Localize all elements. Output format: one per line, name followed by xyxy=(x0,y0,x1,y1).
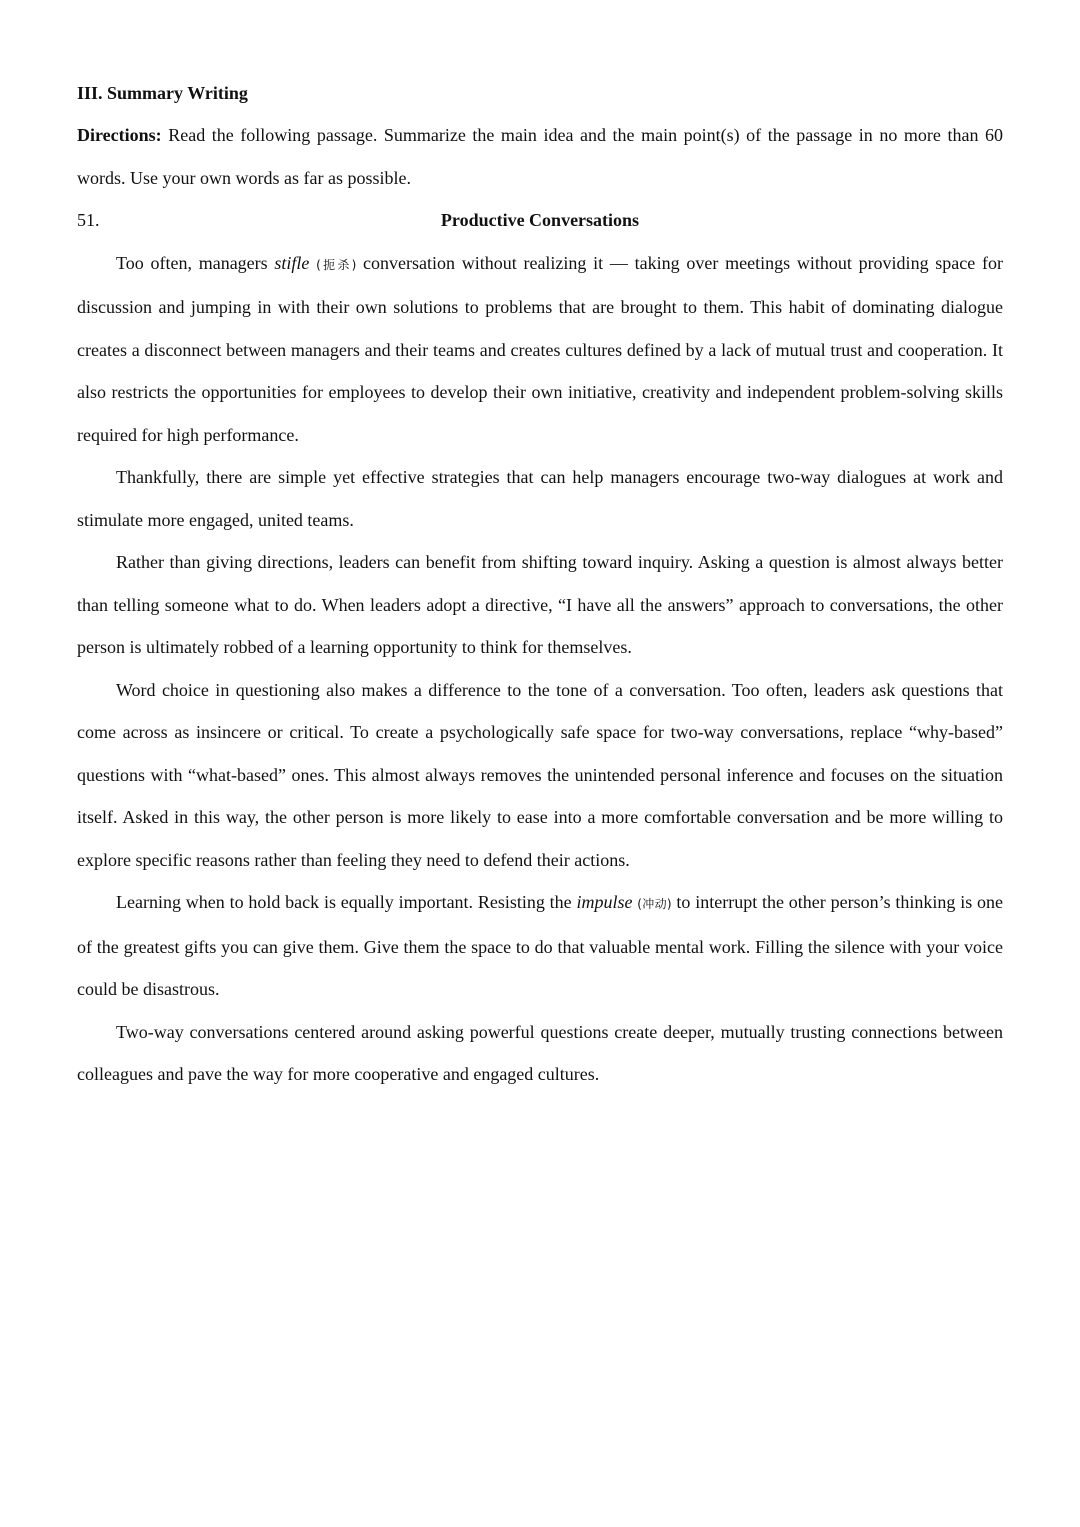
paragraph-5 xyxy=(77,881,1003,1011)
gloss-impulse: (冲动) xyxy=(637,897,672,911)
paragraph-5-rest: to interrupt the other person’s thinking is one of the greatest gifts you can give them. Give them the space to do that valuable mental work. Filling the silence with your voice could be disastrous. xyxy=(77,892,1003,999)
paragraph-1-start: Too often, managers xyxy=(116,252,275,273)
directions-text: Read the following passage. Summarize the main idea and the main point(s) of the passage in no more than 60 words. Use your own words as far as possible. xyxy=(77,125,1003,188)
gloss-stifle: (扼杀) xyxy=(316,257,357,272)
item-number: 51. xyxy=(77,210,100,230)
paragraph-1-rest: conversation without realizing it — taking over meetings without providing space for discussion and jumping in with their own solutions to problems that are brought to them. This habit of dominating dialogue creates a disconnect between managers and their teams and creates cultures defined by a lack of mutual trust and cooperation. It also restricts the opportunities for employees to develop their own initiative, creativity and independent problem-solving skills required for high performance. xyxy=(77,252,1004,445)
term-impulse: impulse xyxy=(576,892,633,912)
directions-label: Directions: xyxy=(77,125,162,145)
term-stifle: stifle xyxy=(274,252,310,273)
paragraph-3: Rather than giving directions, leaders can benefit from shifting toward inquiry. Asking a question is almost always better than telling someone what to do. When leaders adopt a directive, “I have all the answers” approach to conversations, the other person is ultimately robbed of a learning opportunity to think for themselves. xyxy=(77,552,1003,657)
item-header xyxy=(77,199,1003,242)
paragraph-6: Two-way conversations centered around asking powerful questions create deeper, mutually trusting connections between colleagues and pave the way for more cooperative and engaged cultures. xyxy=(77,1021,1003,1084)
paragraph-5-start: Learning when to hold back is equally important. Resisting the xyxy=(116,892,577,912)
paragraph-2: Thankfully, there are simple yet effective strategies that can help managers encourage two-way dialogues at work and stimulate more engaged, united teams. xyxy=(77,467,1003,530)
directions xyxy=(77,114,1003,199)
passage xyxy=(77,242,1003,1096)
passage-title: Productive Conversations xyxy=(440,210,640,230)
section-title: III. Summary Writing xyxy=(77,83,248,103)
paragraph-1 xyxy=(77,242,1003,457)
paragraph-4: Word choice in questioning also makes a difference to the tone of a conversation. Too often, leaders ask questions that come across as insincere or critical. To create a psychologically safe space for two-way conversations, replace “why-based” questions with “what-based” ones. This almost always removes the unintended personal inference and focuses on the situation itself. Asked in this way, the other person is more likely to ease into a more comfortable conversation and be more willing to explore specific reasons rather than feeling they need to defend their actions. xyxy=(77,679,1003,870)
